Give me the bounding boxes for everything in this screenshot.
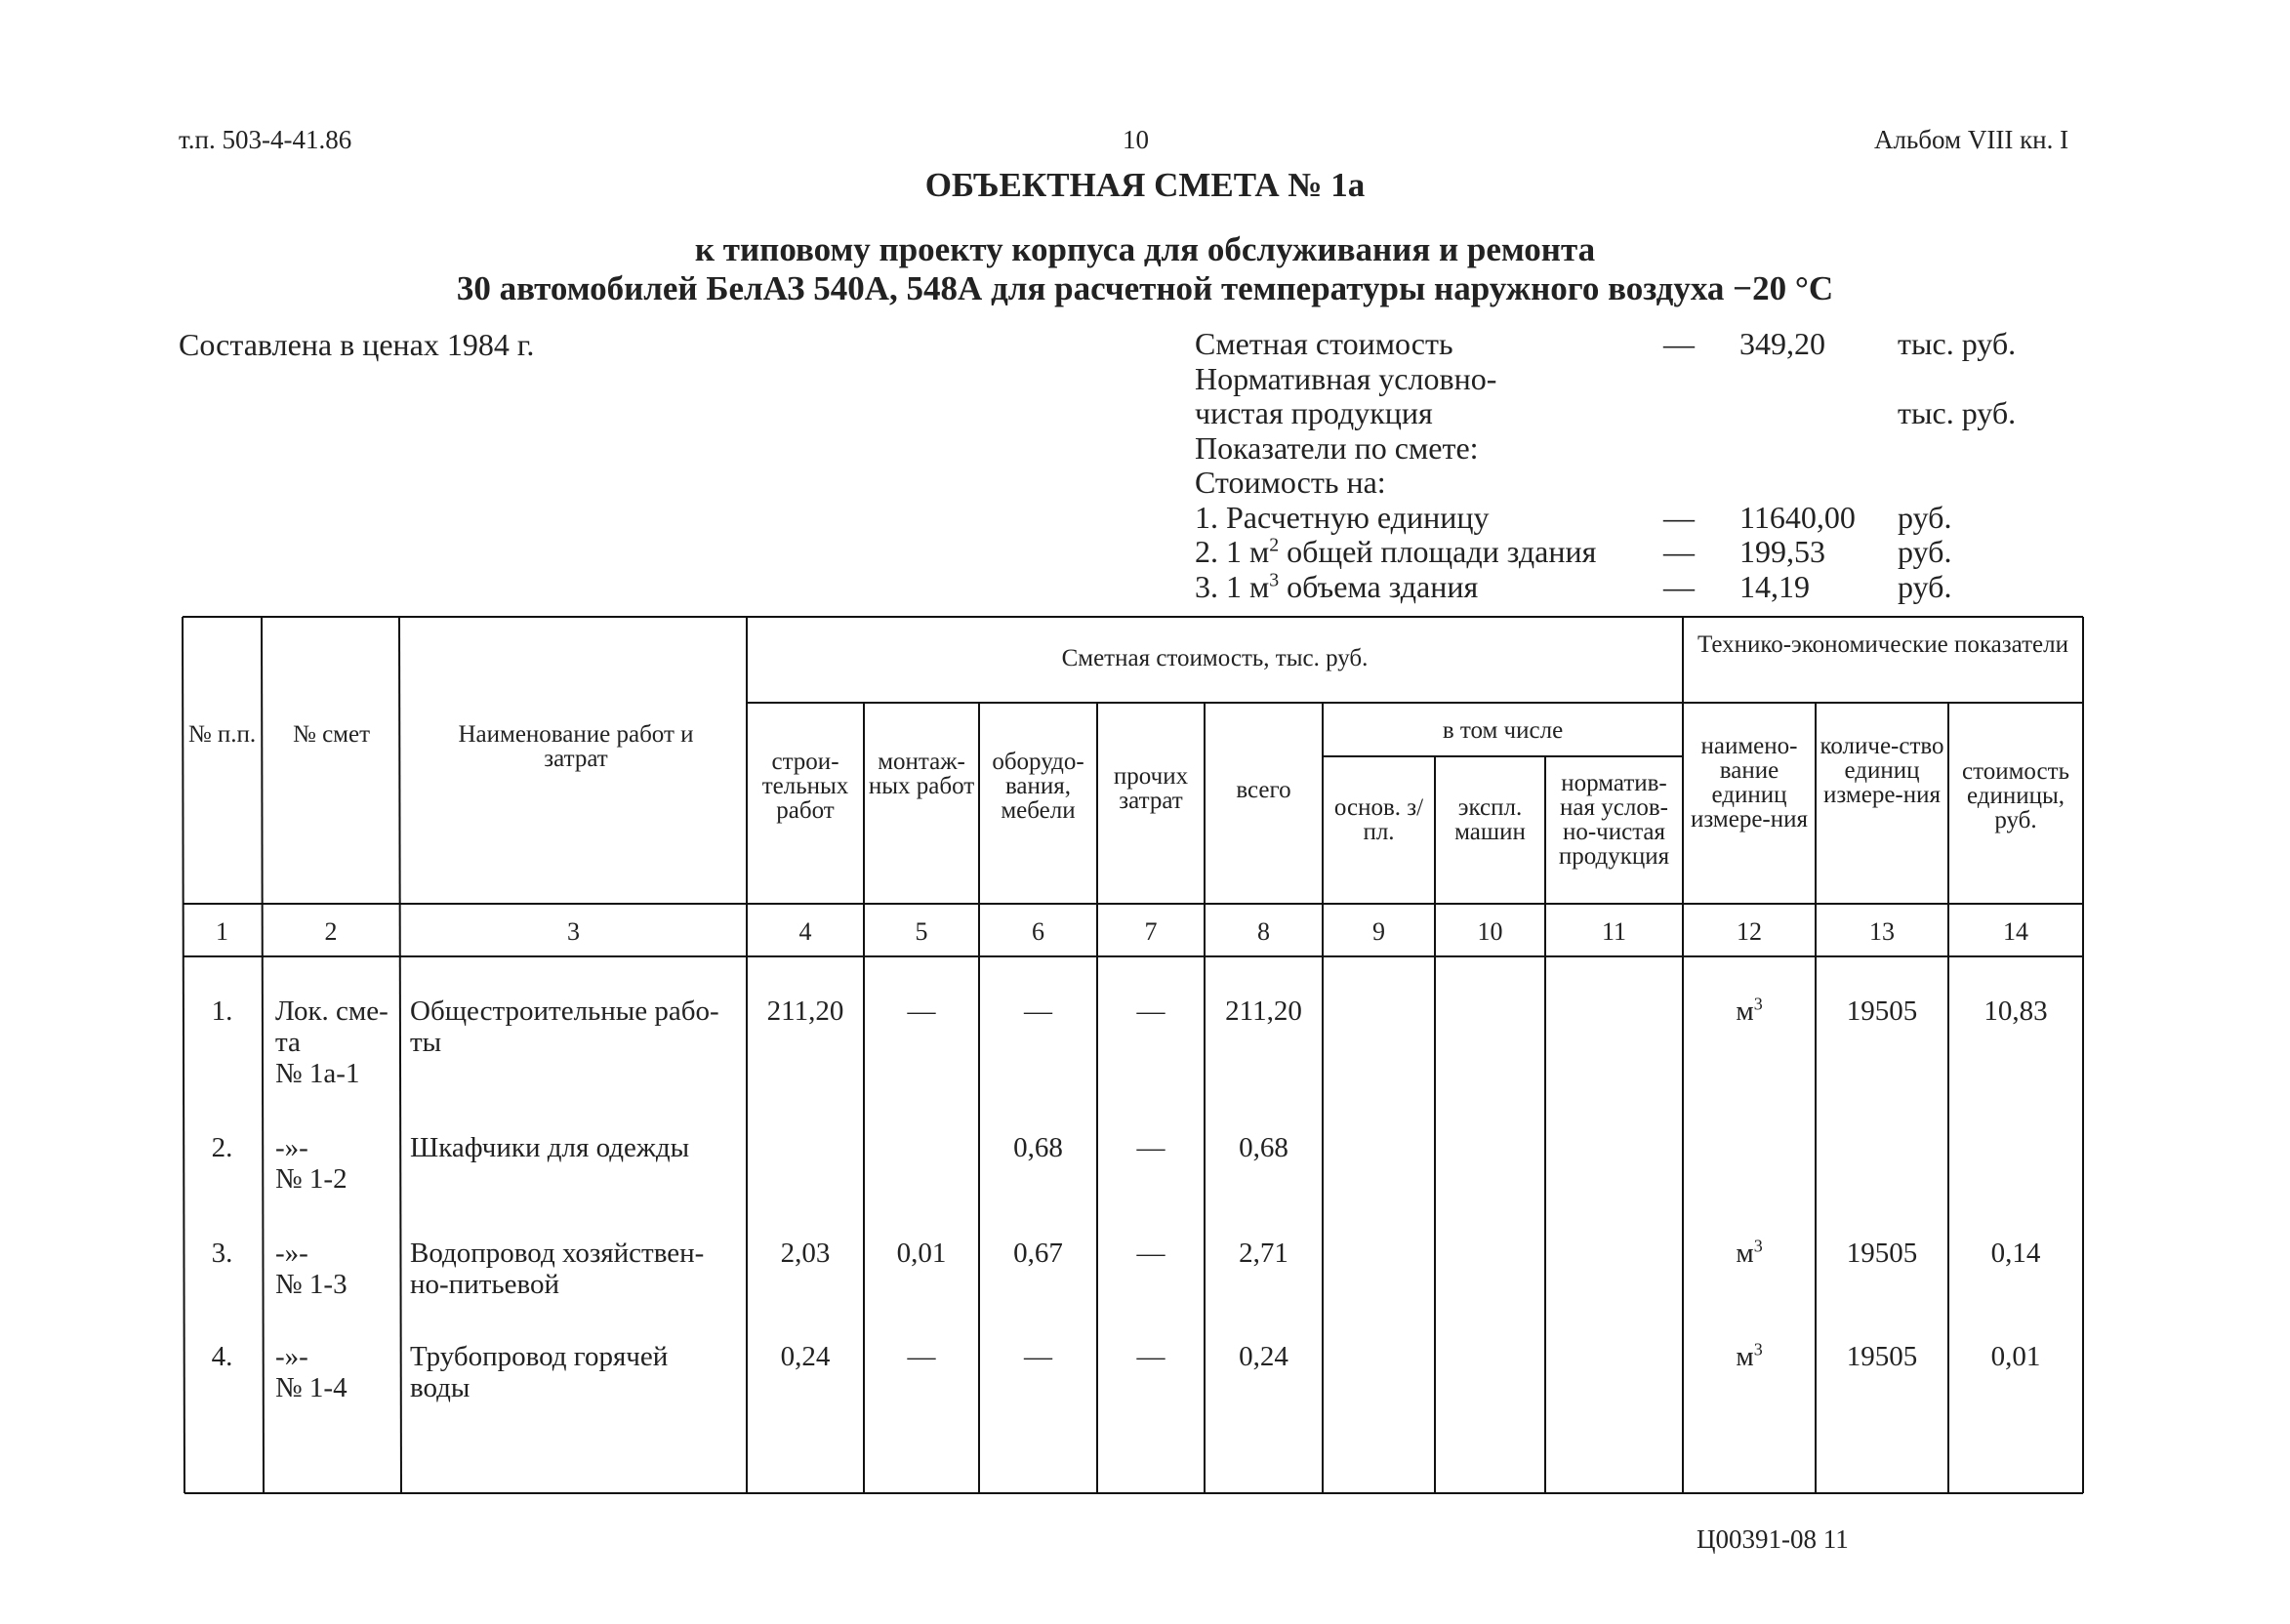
header-name: Наименование работ и затрат	[458, 721, 694, 772]
row-3-unit: $м^3$	[1736, 1236, 1763, 1269]
row-2-other: —	[1136, 1132, 1165, 1163]
col-number: 2	[324, 917, 338, 946]
cost-label: Сметная стоимость	[1195, 326, 1453, 361]
col-number: 14	[2003, 917, 2028, 946]
row-1-equip: —	[1024, 995, 1052, 1027]
col-number: 4	[798, 917, 812, 946]
row-3-cost: 0,14	[1990, 1238, 2041, 1269]
header-unit-cost: стоимость единицы, руб.	[1962, 758, 2069, 833]
row-4-build: 0,24	[780, 1341, 831, 1372]
row-3-other: —	[1136, 1238, 1165, 1269]
row-3-total: 2,71	[1239, 1238, 1288, 1269]
row-4-other: —	[1136, 1341, 1165, 1372]
cost-on-label: Стоимость на:	[1195, 465, 1386, 500]
row-4-qty: 19505	[1846, 1341, 1918, 1372]
col-number: 3	[567, 917, 580, 946]
row-2-smeta: -»- № 1-2	[275, 1132, 348, 1195]
row-2-total: 0,68	[1239, 1132, 1288, 1163]
row-4-equip: —	[1024, 1341, 1052, 1372]
header-cost-group: Сметная стоимость, тыс. руб.	[1061, 645, 1369, 671]
album-ref: Альбом VIII кн. I	[1874, 125, 2069, 154]
page-number: 10	[1123, 125, 1149, 154]
col-number: 1	[216, 917, 228, 946]
row-1-total: 211,20	[1225, 995, 1302, 1027]
row-1-qty: 19505	[1846, 995, 1918, 1027]
row-1-number: 1.	[211, 995, 233, 1027]
header-norm: норматив-ная услов-но-чистая продукция	[1558, 770, 1670, 870]
doc-code: т.п. 503-4-41.86	[179, 125, 352, 154]
row-4-name: Трубопровод горячей воды	[410, 1341, 669, 1403]
col-number: 9	[1372, 917, 1385, 946]
summary-dashes: — — — —	[1663, 326, 1695, 604]
subtitle-line-1: к типовому проекту корпуса для обслуживания и ремонта	[694, 230, 1596, 268]
row-2-name: Шкафчики для одежды	[410, 1132, 690, 1163]
col-number: 5	[915, 917, 928, 946]
row-3-name: Водопровод хозяйствен- но-питьевой	[410, 1238, 705, 1300]
summary-units: тыс. руб. тыс. руб. руб. руб. руб.	[1898, 326, 2017, 604]
cost-value: 349,20	[1739, 326, 1825, 361]
col-number: 11	[1601, 917, 1627, 946]
header-total: всего	[1236, 777, 1291, 803]
row-4-smeta: -»- № 1-4	[275, 1341, 348, 1403]
item3-label: 3. 1 $м^3$ объема здания	[1195, 568, 1479, 604]
col-number: 13	[1869, 917, 1895, 946]
row-2-number: 2.	[211, 1132, 233, 1163]
row-1-name: Общестроительные рабо- ты	[410, 995, 719, 1058]
col-number: 12	[1737, 917, 1762, 946]
header-nsmet: № смет	[292, 721, 371, 748]
row-1-mount: —	[907, 995, 936, 1027]
col-number: 8	[1257, 917, 1270, 946]
header-build: строи-тельных работ	[761, 749, 849, 824]
row-1-smeta: Лок. сме- та № 1а-1	[275, 995, 388, 1089]
header-wage: основ. з/пл.	[1333, 794, 1424, 845]
row-1-unit: $м^3$	[1736, 994, 1763, 1027]
col-number: 6	[1032, 917, 1044, 946]
row-3-build: 2,03	[780, 1238, 831, 1269]
row-4-number: 4.	[211, 1341, 233, 1372]
norm-label-1: Нормативная условно-	[1195, 360, 1497, 396]
row-3-mount: 0,01	[896, 1238, 947, 1269]
row-3-equip: 0,67	[1013, 1238, 1063, 1269]
row-3-qty: 19505	[1846, 1238, 1918, 1269]
header-incl: в том числе	[1442, 717, 1564, 744]
row-4-cost: 0,01	[1990, 1341, 2041, 1372]
summary-labels	[1195, 327, 1596, 604]
header-qty: количе-ство единиц измере-ния	[1820, 733, 1944, 808]
item2-label: 2. 1 $м^2$ общей площади здания	[1195, 534, 1597, 569]
row-1-cost: 10,83	[1983, 995, 2048, 1027]
item1-value: 11640,00	[1739, 499, 1856, 535]
header-mach: экспл. машин	[1454, 794, 1526, 845]
row-4-mount: —	[907, 1341, 936, 1372]
header-tech-group: Технико-экономические показатели	[1697, 631, 2068, 658]
col-number: 10	[1477, 917, 1503, 946]
header-equip: оборудо-вания, мебели	[992, 749, 1084, 824]
row-3-smeta: -»- № 1-3	[275, 1238, 348, 1300]
item1-label: 1. Расчетную единицу	[1195, 499, 1490, 535]
row-1-build: 211,20	[766, 995, 844, 1027]
page-title: ОБЪЕКТНАЯ СМЕТА № 1а	[924, 166, 1366, 204]
header-other: прочих затрат	[1113, 763, 1189, 814]
row-4-unit: $м^3$	[1736, 1339, 1763, 1372]
item2-value: 199,53	[1739, 534, 1825, 569]
subtitle-line-2: 30 автомобилей БелАЗ 540А, 548А для расчетной температуры наружного воздуха −20 °С	[456, 269, 1834, 307]
row-1-other: —	[1136, 995, 1165, 1027]
row-4-total: 0,24	[1239, 1341, 1288, 1372]
indicators-label: Показатели по смете:	[1195, 429, 1479, 466]
row-3-number: 3.	[211, 1238, 233, 1269]
header-unit-name: наимено-вание единиц измере-ния	[1691, 733, 1808, 832]
col-number: 7	[1144, 917, 1158, 946]
header-npp: № п.п.	[187, 721, 257, 748]
footer-code: Ц00391-08 11	[1697, 1524, 1849, 1554]
row-2-equip: 0,68	[1013, 1132, 1063, 1163]
summary-values	[1739, 327, 1856, 604]
header-mount: монтаж-ных работ	[868, 749, 975, 799]
prices-note: Составлена в ценах 1984 г.	[179, 327, 535, 362]
item3-value: 14,19	[1739, 568, 1810, 604]
norm-label-2: чистая продукция	[1195, 395, 1433, 430]
